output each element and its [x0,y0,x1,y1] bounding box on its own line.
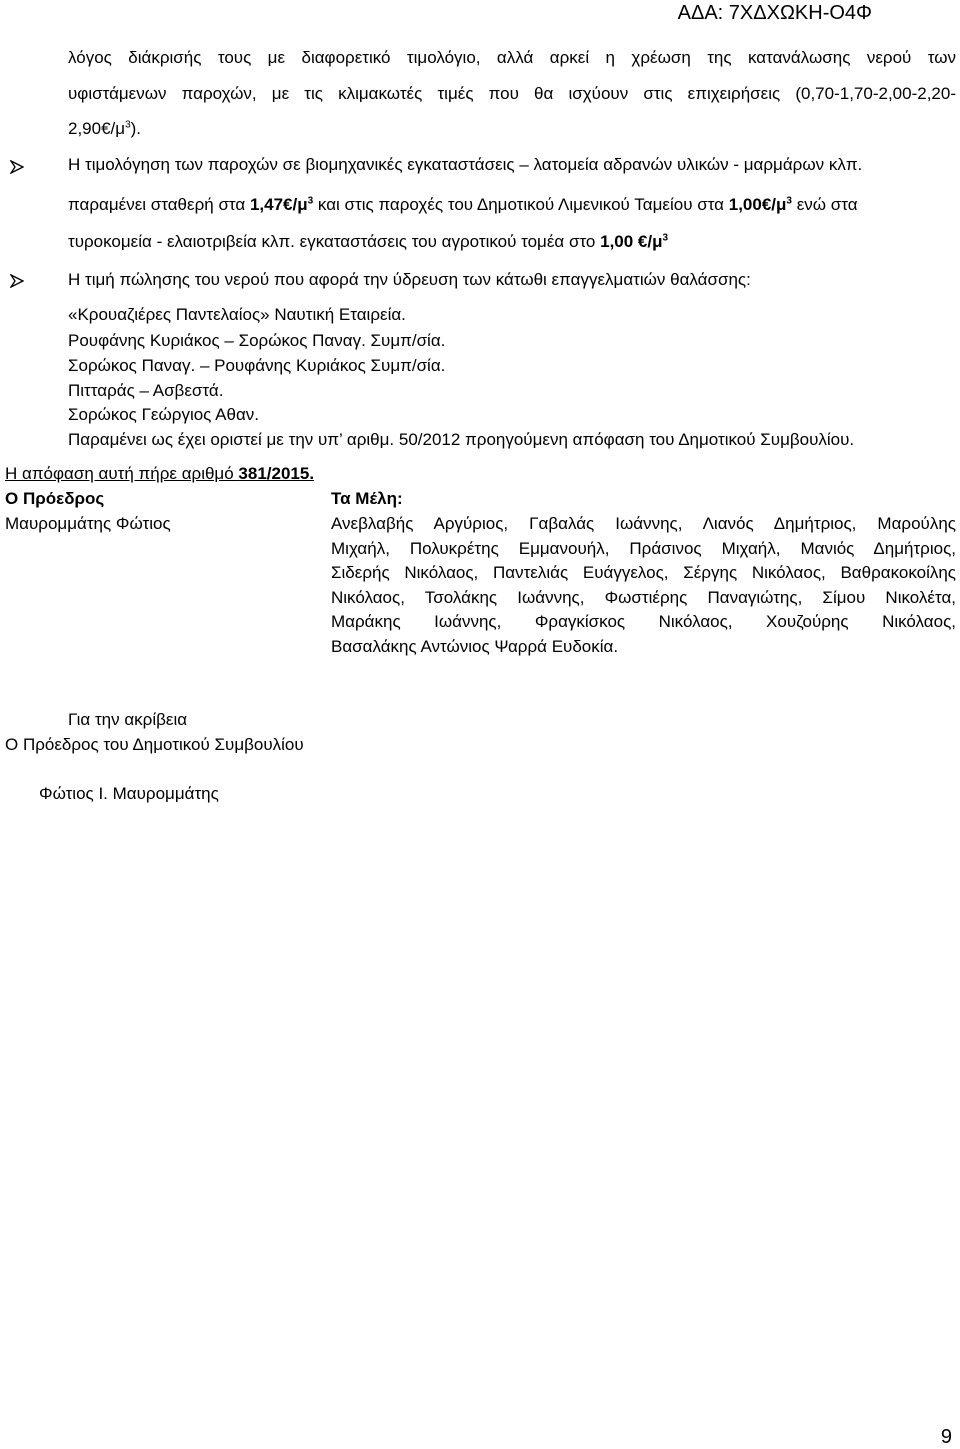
members-line: Σιδερής Νικόλαος, Παντελιάς Ευάγγελος, Σέργης Νικόλαος, Βαθρακοκοίλης [331,563,956,582]
arrow-bullet-icon [10,274,24,288]
body-line-1: λόγος διάκρισής τους με διαφορετικό τιμολόγιο, αλλά αρκεί η χρέωση της κατανάλωσης νερού των [68,48,956,67]
cubic-superscript: 3 [662,232,669,244]
members-line: Νικόλαος, Τσολάκης Ιωάννης, Φωστιέρης Παναγιώτης, Σίμου Νικολέτα, [331,588,956,607]
price-agricultural: 1,00 €/μ [600,232,663,251]
body-line-2: υφιστάμενων παροχών, με τις κλιμακωτές τιμές που θα ισχύουν στις επιχειρήσεις (0,70-1,70-2,00-2,20- [68,84,956,103]
bullet-industrial-pricing: Η τιμολόγηση των παροχών σε βιομηχανικές εγκαταστάσεις – λατομεία αδρανών υλικών - μαρμάρων κλπ. [68,155,863,174]
remains-statement: Παραμένει ως έχει οριστεί με την υπ’ αριθμ. 50/2012 προηγούμενη απόφαση του Δημοτικού Συμβουλίου. [68,430,855,449]
decision-number: Η απόφαση αυτή πήρε αριθμό 381/2015. [5,464,315,483]
page-number: 9 [940,1426,952,1448]
cubic-superscript: 3 [786,195,792,207]
cubic-superscript: 3 [125,119,131,131]
members-label: Τα Μέλη: [331,489,403,508]
certification-name: Φώτιος Ι. Μαυρομμάτης [39,784,219,803]
certification-role: Ο Πρόεδρος του Δημοτικού Συμβουλίου [5,735,304,754]
text-fragment: τυροκομεία - ελαιοτριβεία κλπ. εγκαταστάσεις του αγροτικού τομέα στο [68,232,601,251]
members-line: Μαράκης Ιωάννης, Φραγκίσκος Νικόλαος, Χουζούρης Νικόλαος, [331,612,956,631]
body-line-3 [68,119,141,139]
price-range-end: 2,90€/μ [68,119,126,138]
text-fragment: παραμένει σταθερή στα [68,195,250,214]
company-item: Πιτταράς – Ασβεστά. [68,381,224,400]
president-name: Μαυρομμάτης Φώτιος [5,514,171,533]
company-item: Ρουφάνης Κυριάκος – Σορώκος Παναγ. Συμπ/σία. [68,331,446,350]
ada-code: ΑΔΑ: 7ΧΔΧΩΚΗ-Ο4Φ [677,2,872,24]
bullet-marine-pricing: Η τιμή πώλησης του νερού που αφορά την ύδρευση των κάτωθι επαγγελματιών θαλάσσης: [68,270,751,289]
company-item: «Κρουαζιέρες Παντελαίος» Ναυτική Εταιρεία. [68,305,406,324]
company-item: Σορώκος Γεώργιος Αθαν. [68,405,260,424]
certification-accuracy: Για την ακρίβεια [68,710,188,729]
members-line: Βασαλάκης Αντώνιος Ψαρρά Ευδοκία. [331,637,619,656]
price-quarry: 1,47€/μ [249,195,308,214]
members-line: Μιχαήλ, Πολυκρέτης Εμμανουήλ, Πράσινος Μιχαήλ, Μανιός Δημήτριος, [331,539,956,558]
company-item: Σορώκος Παναγ. – Ρουφάνης Κυριάκος Συμπ/σία. [68,356,446,375]
cubic-superscript: 3 [307,195,314,207]
arrow-bullet-icon [10,160,24,174]
price-port-fund: 1,00€/μ [728,195,787,214]
text-fragment: ενώ στα [791,195,858,214]
text-fragment: και στις παροχές του Δημοτικού Λιμενικού Ταμείου στα [313,195,729,214]
body-line-5 [68,195,858,215]
body-line-6 [68,232,668,252]
members-line: Ανεβλαβής Αργύριος, Γαβαλάς Ιωάννης, Λιανός Δημήτριος, Μαρούλης [331,514,956,533]
president-label: Ο Πρόεδρος [5,489,105,508]
line-end: ). [130,119,142,138]
